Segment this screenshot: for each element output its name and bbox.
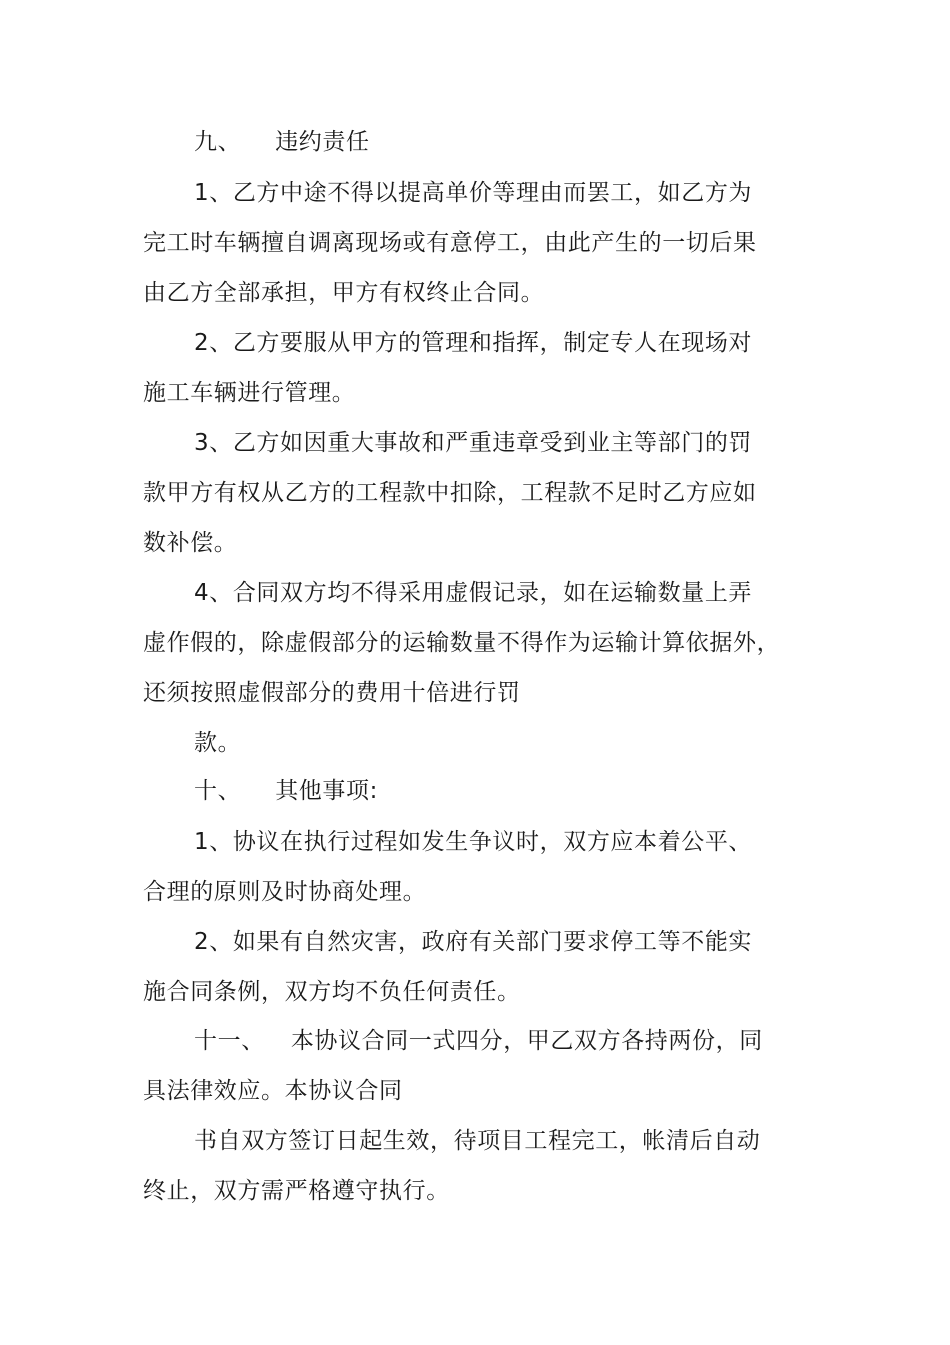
section-10-number: 十、	[194, 778, 242, 804]
section-9-item-4-line-3: 还须按照虚假部分的费用十倍进行罚	[143, 680, 521, 706]
section-9-item-4-line-2: 虚作假的，除虚假部分的运输数量不得作为运输计算依据外，	[143, 630, 781, 656]
section-9-item-1-line-3: 由乙方全部承担，甲方有权终止合同。	[143, 280, 545, 306]
section-9-item-4-line-4: 款。	[194, 730, 242, 756]
section-9-item-2-line-1: 2、乙方要服从甲方的管理和指挥，制定专人在现场对	[194, 330, 753, 356]
section-9-item-3-line-1: 3、乙方如因重大事故和严重违章受到业主等部门的罚	[194, 430, 753, 456]
section-10-title: 其他事项:	[275, 778, 378, 804]
section-11-line-4: 终止，双方需严格遵守执行。	[143, 1178, 450, 1204]
section-11-line-2: 具法律效应。本协议合同	[143, 1078, 403, 1104]
section-9-item-1-line-1: 1、乙方中途不得以提高单价等理由而罢工，如乙方为	[194, 180, 753, 206]
section-10-item-1-line-1: 1、协议在执行过程如发生争议时，双方应本着公平、	[194, 829, 753, 855]
section-9-item-3-line-3: 数补偿。	[143, 530, 238, 556]
section-9-heading	[194, 127, 370, 157]
section-9-item-4-line-1: 4、合同双方均不得采用虚假记录，如在运输数量上弄	[194, 580, 753, 606]
section-9-item-1-line-2: 完工时车辆擅自调离现场或有意停工，由此产生的一切后果	[143, 230, 757, 256]
section-10-item-2-line-2: 施合同条例，双方均不负任何责任。	[143, 979, 521, 1005]
section-9-item-3-line-2: 款甲方有权从乙方的工程款中扣除，工程款不足时乙方应如	[143, 480, 757, 506]
section-10-item-1-line-2: 合理的原则及时协商处理。	[143, 879, 427, 905]
section-11-text: 本协议合同一式四分，甲乙双方各持两份，同	[290, 1028, 763, 1054]
section-9-title: 违约责任	[275, 129, 370, 155]
section-9-item-2-line-2: 施工车辆进行管理。	[143, 380, 356, 406]
section-10-heading	[194, 776, 378, 806]
section-9-number: 九、	[194, 129, 242, 155]
section-10-item-2-line-1: 2、如果有自然灾害，政府有关部门要求停工等不能实	[194, 929, 753, 955]
section-11-line-3: 书自双方签订日起生效，待项目工程完工，帐清后自动	[194, 1128, 761, 1154]
section-11-line-1	[194, 1026, 763, 1056]
section-11-number: 十一、	[194, 1028, 265, 1054]
